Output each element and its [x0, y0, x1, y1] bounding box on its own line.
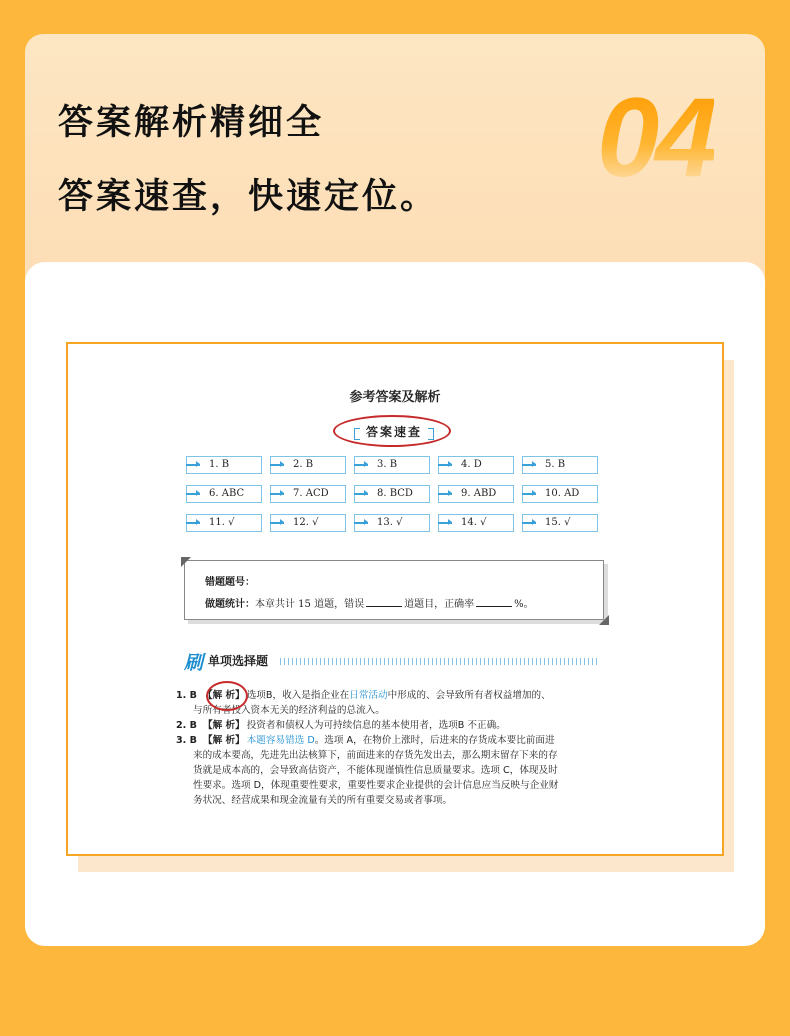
stats-line: [205, 595, 534, 610]
stats-label: 做题统计：: [205, 599, 255, 610]
answer-text: 4. D: [461, 459, 482, 470]
question-3: [176, 733, 616, 748]
answer-text: 1. B: [209, 459, 230, 470]
answer-box: [522, 485, 598, 503]
question-text-continued: 货就是成本高的，会导致高估资产，不能体现谨慎性信息质量要求。选项 C，体现及时: [193, 765, 558, 776]
question-2: [176, 718, 616, 733]
document-title: 参考答案及解析: [349, 390, 441, 405]
question-text: 。选项 A，在物价上涨时，后进来的存货成本要比前面进: [314, 735, 555, 746]
question-text: 选项B，收入是指企业在: [246, 690, 350, 701]
answer-box: [270, 456, 346, 474]
highlight-text: 本题容易错选 D: [246, 735, 315, 746]
arrow-icon: [354, 493, 368, 495]
answer-text: 15. √: [545, 517, 571, 528]
answer-box: [354, 456, 430, 474]
corner-fold-icon: [181, 557, 191, 567]
accuracy-blank: [476, 606, 512, 607]
answer-box: [522, 514, 598, 532]
stats-box: [184, 560, 604, 620]
analysis-tag: 【解 析】: [202, 690, 245, 701]
answer-text: 10. AD: [545, 488, 580, 499]
highlight-text: 日常活动: [349, 690, 388, 701]
arrow-icon: [438, 464, 452, 466]
answer-text: 14. √: [461, 517, 487, 528]
answer-box: [438, 514, 514, 532]
question-text-continued: 务状况、经营成果和现金流量有关的所有重要交易或者事项。: [193, 795, 453, 806]
question-number: 1. B: [176, 690, 197, 701]
red-circle-annotation: [206, 681, 248, 711]
stats-text-b: 道题目，正确率: [404, 599, 475, 610]
answer-box: [354, 514, 430, 532]
answer-text: 12. √: [293, 517, 319, 528]
arrow-icon: [438, 493, 452, 495]
answer-box: [354, 485, 430, 503]
arrow-icon: [354, 464, 368, 466]
question-number: 2. B: [176, 720, 197, 731]
answer-box: [270, 514, 346, 532]
arrow-icon: [270, 464, 284, 466]
arrow-icon: [270, 522, 284, 524]
answer-text: 6. ABC: [209, 488, 245, 499]
question-number: 3. B: [176, 735, 197, 746]
headline-line-1: 答案解析精细全: [58, 103, 325, 143]
arrow-icon: [438, 522, 452, 524]
arrow-icon: [186, 522, 200, 524]
answer-box: [186, 485, 262, 503]
headline-line-2: 答案速查，快速定位。: [58, 177, 439, 217]
section-rule: [280, 658, 598, 665]
bracket-right-icon: [428, 428, 434, 440]
wrong-questions-label: 错题题号：: [205, 577, 255, 588]
arrow-icon: [186, 493, 200, 495]
answer-text: 8. BCD: [377, 488, 413, 499]
brush-icon: 刷: [184, 652, 204, 674]
answer-box: [438, 456, 514, 474]
section-title: 单项选择题: [208, 654, 269, 668]
arrow-icon: [186, 464, 200, 466]
answer-text: 3. B: [377, 459, 398, 470]
answer-text: 9. ABD: [461, 488, 497, 499]
corner-fold-icon: [599, 615, 609, 625]
stats-text-c: %。: [514, 599, 534, 610]
question-text: 投资者和债权人为可持续信息的基本使用者，选项B 不正确。: [246, 720, 506, 731]
answer-box: [438, 485, 514, 503]
answer-box: [522, 456, 598, 474]
arrow-icon: [522, 522, 536, 524]
quick-check-label: 答案速查: [365, 425, 422, 439]
section-number: 04: [597, 75, 714, 200]
wrong-count-blank: [366, 606, 402, 607]
answer-box: [186, 514, 262, 532]
arrow-icon: [270, 493, 284, 495]
answer-box: [270, 485, 346, 503]
analysis-tag: 【解 析】: [202, 735, 245, 746]
question-text-continued: 来的成本要高，先进先出法核算下，前面进来的存货先发出去，那么期末留存下来的存: [193, 750, 558, 761]
answer-box: [186, 456, 262, 474]
quick-check-heading: [336, 416, 452, 446]
answer-text: 13. √: [377, 517, 403, 528]
question-text-continued: 与所有者投入资本无关的经济利益的总流入。: [193, 705, 385, 716]
answer-text: 5. B: [545, 459, 566, 470]
stats-text-a: 本章共计 15 道题，错误: [255, 599, 365, 610]
arrow-icon: [354, 522, 368, 524]
answer-text: 11. √: [209, 517, 235, 528]
arrow-icon: [522, 493, 536, 495]
analysis-tag: 【解 析】: [202, 720, 245, 731]
question-text: 中形成的、会导致所有者权益增加的、: [387, 690, 551, 701]
question-text-continued: 性要求。选项 D，体现重要性要求，重要性要求企业提供的会计信息应当反映与企业财: [193, 780, 559, 791]
answer-text: 2. B: [293, 459, 314, 470]
answer-text: 7. ACD: [293, 488, 329, 499]
arrow-icon: [522, 464, 536, 466]
